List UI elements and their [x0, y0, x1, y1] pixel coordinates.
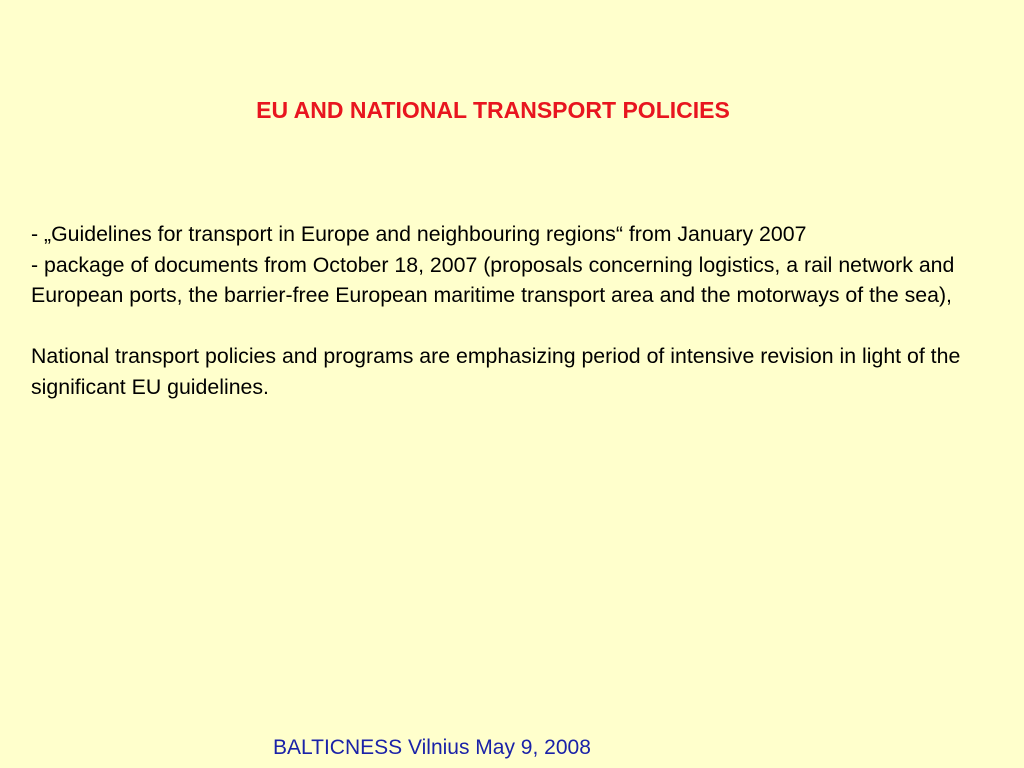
- paragraph-spacer: [31, 311, 976, 342]
- bullet-document-package: - package of documents from October 18, 2007 (proposals concerning logistics, a rail network and European ports, the barrier-free European maritime transport area and the motorways of the sea),: [31, 252, 955, 307]
- paragraph-national-policies: National transport policies and programs are emphasizing period of intensive revision in light of the significant EU guidelines.: [31, 344, 961, 399]
- slide-footer: BALTICNESS Vilnius May 9, 2008: [273, 736, 591, 759]
- slide-body: [31, 219, 976, 402]
- slide-title: EU AND NATIONAL TRANSPORT POLICIES: [256, 97, 730, 123]
- bullet-guidelines: - „Guidelines for transport in Europe and neighbouring regions“ from January 2007: [31, 222, 807, 246]
